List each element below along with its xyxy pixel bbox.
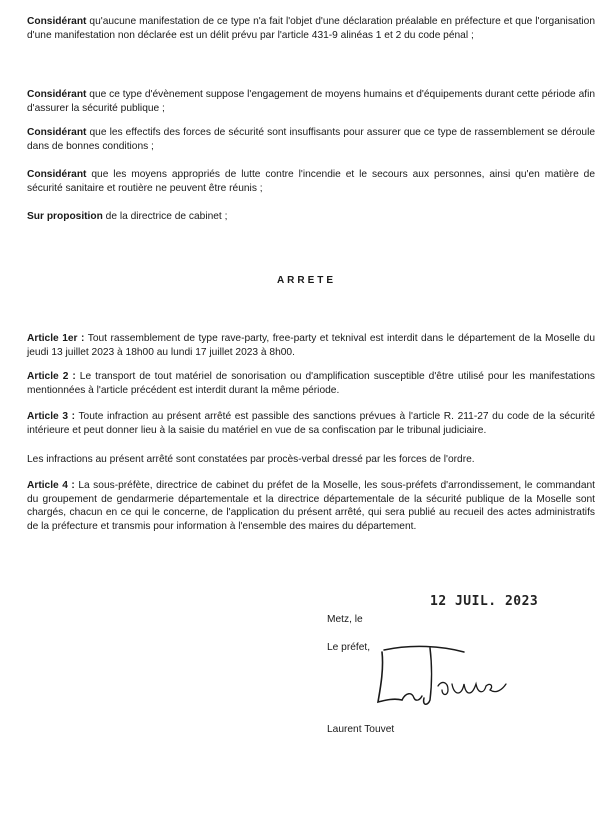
article-3-followup: Les infractions au présent arrêté sont constatées par procès-verbal dressé par les forces de l'ordre. — [27, 454, 475, 465]
handwritten-signature — [372, 640, 512, 710]
considerant-4: Considérant que les moyens appropriés de lutte contre l'incendie et le secours aux personnes, ainsi qu'en matière de sécurité sanitaire et routière ne peuvent être réunis ; — [27, 169, 595, 194]
signer-name: Laurent Touvet — [327, 724, 395, 735]
date-stamp: 12 JUIL. 2023 — [430, 594, 539, 609]
decree-title: ARRETE — [276, 275, 337, 286]
sur-proposition: Sur proposition de la directrice de cabinet ; — [27, 211, 228, 222]
signer-role: Le préfet, — [327, 642, 371, 653]
article-2: Article 2 : Le transport de tout matériel de sonorisation ou d'amplification susceptible d'être utilisé pour les manifestations mentionnées à l'article précédent est interdit durant la même période. — [27, 371, 596, 396]
considerant-3: Considérant que les effectifs des forces de sécurité sont insuffisants pour assurer que ce type de rassemblement se déroule dans de bonnes conditions ; — [27, 127, 595, 152]
considerant-2: Considérant que ce type d'évènement suppose l'engagement de moyens humains et d'équipements durant cette période afin d'assurer la sécurité publique ; — [27, 89, 595, 114]
article-1: Article 1er : Tout rassemblement de type rave-party, free-party et teknival est interdit dans le département de la Moselle du jeudi 13 juillet 2023 à 18h00 au lundi 17 juillet 2023 à 8h00. — [27, 333, 595, 358]
considerant-1: Considérant qu'aucune manifestation de ce type n'a fait l'objet d'une déclaration préalable en préfecture et que l'organisation d'une manifestation non déclarée est un délit prévu par l'article 431-9 alinéas 1 et 2 du code pénal ; — [27, 16, 595, 41]
article-3: Article 3 : Toute infraction au présent arrêté est passible des sanctions prévues à l'article R. 211-27 du code de la sécurité intérieure et peut donner lieu à la saisie du matériel en vue de sa confiscation par le tribunal judiciaire. — [27, 411, 595, 436]
article-4: Article 4 : La sous-préfète, directrice de cabinet du préfet de la Moselle, les sous-préfets d'arrondissement, le commandant du groupement de gendarmerie départementale et la directrice départementale de la sécurité publique de la Moselle sont chargés, chacun en ce qui le concerne, de l'application du présent arrêté, qui sera publié au recueil des actes administratifs de la préfecture et transmis pour information à l'ensemble des maires du département. — [27, 480, 595, 532]
place-line: Metz, le — [327, 614, 363, 625]
